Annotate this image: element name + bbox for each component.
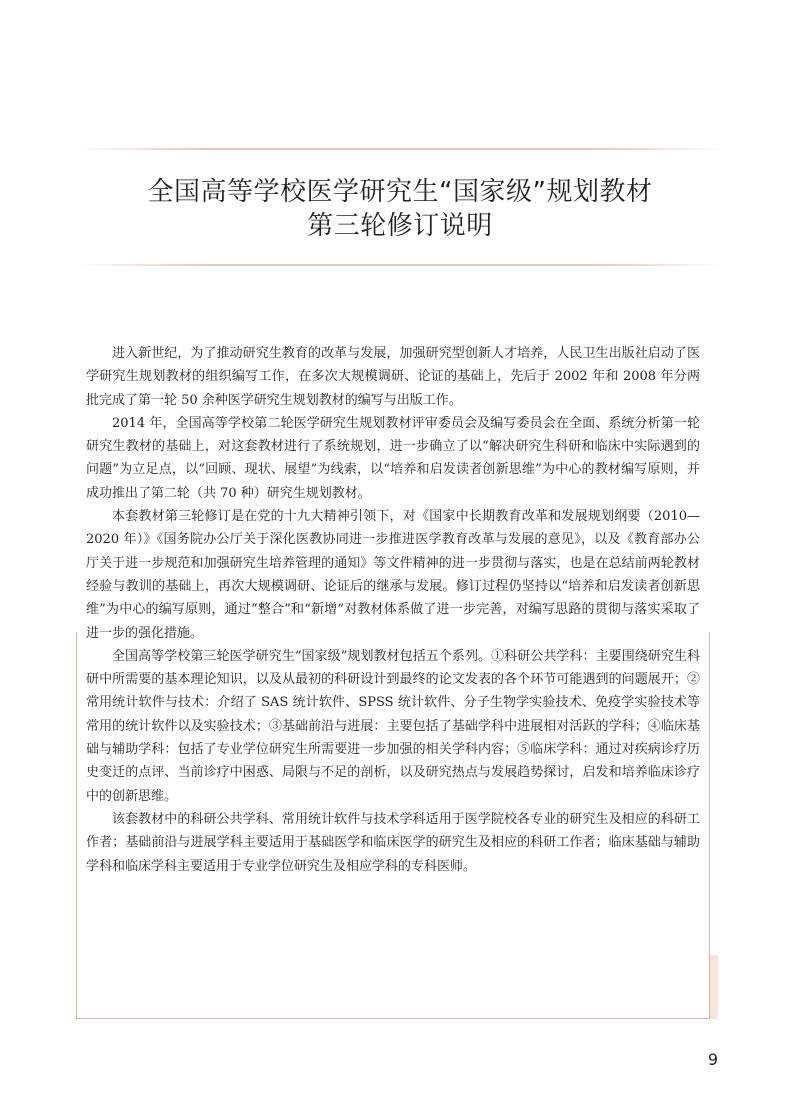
paragraph-4: 全国高等学校第三轮医学研究生“国家级”规划教材包括五个系列。①科研公共学科：主要围绕研究生科研中所需要的基本理论知识，以及从最初的科研设计到最终的论文发表的各个环节可能遇到的问题展开；②常用统计软件与技术：介绍了 SAS 统计软件、SPSS 统计软件、分子生物学实验技术、免疫学实验技术等常用的统计软件以及实验技术；③基础前沿与进展：主要包括了基础学科中进展相对活跃的学科；④临床基础与辅助学科：包括了专业学位研究生所需要进一步加强的相关学科内容；⑤临床学科：通过对疾病诊疗历史变迁的点评、当前诊疗中困惑、局限与不足的剖析，以及研究热点与发展趋势探讨，启发和培养临床诊疗中的创新思维。 xyxy=(86,648,700,804)
paragraph-2: 2014 年，全国高等学校第二轮医学研究生规划教材评审委员会及编写委员会在全面、系统分析第一轮研究生教材的基础上，对这套教材进行了系统规划，进一步确立了以“解决研究生科研和临床中实际遇到的问题”为立足点，以“回顾、现状、展望”为线索，以“培养和启发读者创新思维”为中心的教材编写原则，并成功推出了第二轮（共 70 种）研究生规划教材。 xyxy=(86,415,700,501)
paragraph-1: 进入新世纪，为了推动研究生教育的改革与发展，加强研究型创新人才培养，人民卫生出版社启动了医学研究生规划教材的组织编写工作，在多次大规模调研、论证的基础上，先后于 2002 年和 2008 年分两批完成了第一轮 50 余种医学研究生规划教材的编写与出版工作。 xyxy=(86,346,700,408)
page-number: 9 xyxy=(707,1050,718,1069)
paragraph-5: 该套教材中的科研公共学科、常用统计软件与技术学科适用于医学院校各专业的研究生及相应的科研工作者；基础前沿与进展学科主要适用于基础医学和临床医学的研究生及相应的科研工作者；临床基础与辅助学科和临床学科主要适用于专业学位研究生及相应学科的专科医师。 xyxy=(86,811,700,874)
page-title-line-2: 第三轮修订说明 xyxy=(307,211,493,241)
body-text xyxy=(86,342,700,878)
title-bottom-rule xyxy=(75,264,725,266)
page-title-line-1: 全国高等学校医学研究生“国家级”规划教材 xyxy=(147,177,653,207)
paragraph-3: 本套教材第三轮修订是在党的十九大精神引领下，对《国家中长期教育改革和发展规划纲要（2010—2020 年）》《国务院办公厅关于深化医教协同进一步推进医学教育改革与发展的意见》，以及《教育部办公厅关于进一步规范和加强研究生培养管理的通知》等文件精神的进一步贯彻与落实，也是在总结前两轮教材经验与教训的基础上，再次大规模调研、论证后的继承与发展。修订过程仍坚持以“培养和启发读者创新思维”为中心的编写原则，通过“整合”和“新增”对教材体系做了进一步完善，对编写思路的贯彻与落实采取了进一步的强化措施。 xyxy=(86,509,700,641)
title-top-rule xyxy=(75,148,725,150)
